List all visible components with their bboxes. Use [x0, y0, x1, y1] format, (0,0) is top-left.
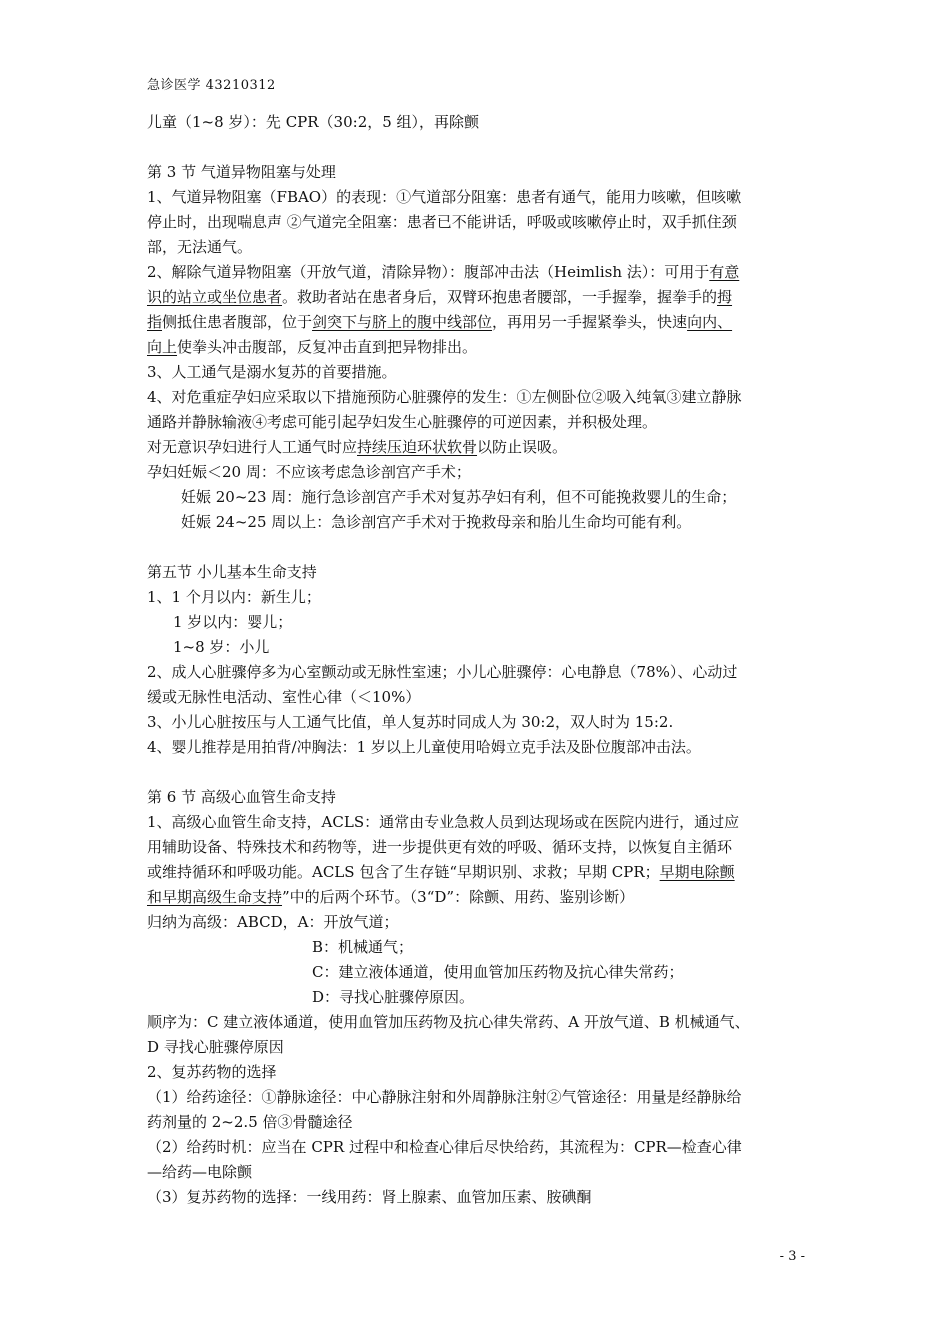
- text-line: C：建立液体通道，使用血管加压药物及抗心律失常药；: [312, 963, 684, 981]
- text-line: —给药—电除颤: [147, 1163, 253, 1181]
- text-segment: 或维持循环和呼吸功能。ACLS 包含了生存链“早期识别、求救；早期 CPR；: [147, 863, 660, 881]
- underlined-text: 识的站立或坐位患者: [147, 288, 283, 306]
- text-line: 4、对危重症孕妇应采取以下措施预防心脏骤停的发生：①左侧卧位②吸入纯氧③建立静脉: [147, 388, 742, 406]
- page-number: - 3 -: [779, 1249, 805, 1264]
- text-line: （1）给药途径：①静脉途径：中心静脉注射和外周静脉注射②气管途径：用量是经静脉给: [147, 1088, 742, 1106]
- text-line: 第 3 节 气道异物阻塞与处理: [147, 163, 336, 181]
- text-line: [147, 260, 807, 285]
- text-line: 2、成人心脏骤停多为心室颤动或无脉性室速；小儿心脏骤停：心电静息（78%）、心动过: [147, 663, 738, 681]
- underlined-text: 早期电除颤: [659, 863, 735, 881]
- text-line: [147, 310, 807, 335]
- text-line: [147, 285, 807, 310]
- text-line: 孕妇妊娠＜20 周：不应该考虑急诊剖宫产手术；: [147, 463, 471, 481]
- text-segment: ”中的后两个环节。（3“D”：除颤、用药、鉴别诊断）: [282, 888, 635, 906]
- underlined-text: 和早期高级生命支持: [147, 888, 283, 906]
- underlined-text: 有意: [709, 263, 740, 281]
- text-line: 停止时，出现喘息声 ②气道完全阻塞：患者已不能讲话，呼吸或咳嗽停止时，双手抓住颈: [147, 213, 737, 231]
- text-line: 通路并静脉输液④考虑可能引起孕妇发生心脏骤停的可逆因素，并积极处理。: [147, 413, 658, 431]
- text-segment: 2、解除气道异物阻塞（开放气道，清除异物）：腹部冲击法（Heimlish 法）：可用于: [147, 263, 710, 281]
- underlined-text: 向内、: [687, 313, 733, 331]
- blank-line: [147, 535, 807, 560]
- underlined-text: 拇: [717, 288, 733, 306]
- underlined-text: 指: [147, 313, 163, 331]
- text-line: D：寻找心脏骤停原因。: [312, 988, 475, 1006]
- text-line: 归纳为高级：ABCD，A：开放气道；: [147, 913, 399, 931]
- text-segment: ，再用另一手握紧拳头，快速: [492, 313, 688, 331]
- text-line: 用辅助设备、特殊技术和药物等，进一步提供更有效的呼吸、循环支持，以恢复自主循环: [147, 838, 733, 856]
- text-line: （2）给药时机：应当在 CPR 过程中和检查心律后尽快给药，其流程为：CPR—检查心律: [147, 1138, 742, 1156]
- text-line: 儿童（1~8 岁）：先 CPR（30:2，5 组），再除颤: [147, 113, 480, 131]
- text-line: 1 岁以内：婴儿；: [173, 613, 293, 631]
- text-line: 第五节 小儿基本生命支持: [147, 563, 317, 581]
- text-segment: 以防止误吸。: [477, 438, 568, 456]
- text-line: 药剂量的 2~2.5 倍③骨髓途径: [147, 1113, 353, 1131]
- text-line: 1~8 岁：小儿: [173, 638, 270, 656]
- text-line: 1、1 个月以内：新生儿；: [147, 588, 321, 606]
- text-line: 顺序为：C 建立液体通道，使用血管加压药物及抗心律失常药、A 开放气道、B 机械通气、: [147, 1013, 750, 1031]
- blank-line: [147, 760, 807, 785]
- text-line: D 寻找心脏骤停原因: [147, 1038, 284, 1056]
- text-line: 第 6 节 高级心血管生命支持: [147, 788, 336, 806]
- text-segment: 。救助者站在患者身后，双臂环抱患者腰部，一手握拳，握拳手的: [282, 288, 718, 306]
- text-line: （3）复苏药物的选择：一线用药：肾上腺素、血管加压素、胺碘酮: [147, 1188, 592, 1206]
- underlined-text: 持续压迫环状软骨: [357, 438, 478, 456]
- text-segment: 对无意识孕妇进行人工通气时应: [147, 438, 358, 456]
- text-segment: 使拳头冲击腹部，反复冲击直到把异物排出。: [177, 338, 478, 356]
- blank-line: [147, 135, 807, 160]
- text-line: 3、小儿心脏按压与人工通气比值，单人复苏时同成人为 30:2，双人时为 15:2.: [147, 713, 674, 731]
- text-line: [147, 885, 807, 910]
- text-line: [147, 335, 807, 360]
- text-line: 缓或无脉性电活动、室性心律（＜10%）: [147, 688, 421, 706]
- text-line: 妊娠 24~25 周以上：急诊剖宫产手术对于挽救母亲和胎儿生命均可能有利。: [181, 513, 692, 531]
- underlined-text: 向上: [147, 338, 178, 356]
- text-line: 1、高级心血管生命支持，ACLS：通常由专业急救人员到达现场或在医院内进行，通过应: [147, 813, 740, 831]
- text-line: 妊娠 20~23 周：施行急诊剖宫产手术对复苏孕妇有利，但不可能挽救婴儿的生命；: [181, 488, 737, 506]
- underlined-text: 剑突下与脐上的腹中线部位: [312, 313, 493, 331]
- document-body: [147, 110, 807, 1210]
- text-line: 部，无法通气。: [147, 238, 253, 256]
- text-line: 1、气道异物阻塞（FBAO）的表现：①气道部分阻塞：患者有通气，能用力咳嗽，但咳嗽: [147, 188, 742, 206]
- text-line: 2、复苏药物的选择: [147, 1063, 277, 1081]
- text-line: [147, 435, 807, 460]
- text-line: [147, 860, 807, 885]
- text-line: 4、婴儿推荐是用拍背/冲胸法：1 岁以上儿童使用哈姆立克手法及卧位腹部冲击法。: [147, 738, 701, 756]
- text-line: B：机械通气；: [312, 938, 414, 956]
- text-segment: 侧抵住患者腹部，位于: [162, 313, 313, 331]
- text-line: 3、人工通气是溺水复苏的首要措施。: [147, 363, 397, 381]
- page-header: 急诊医学 43210312: [147, 78, 276, 93]
